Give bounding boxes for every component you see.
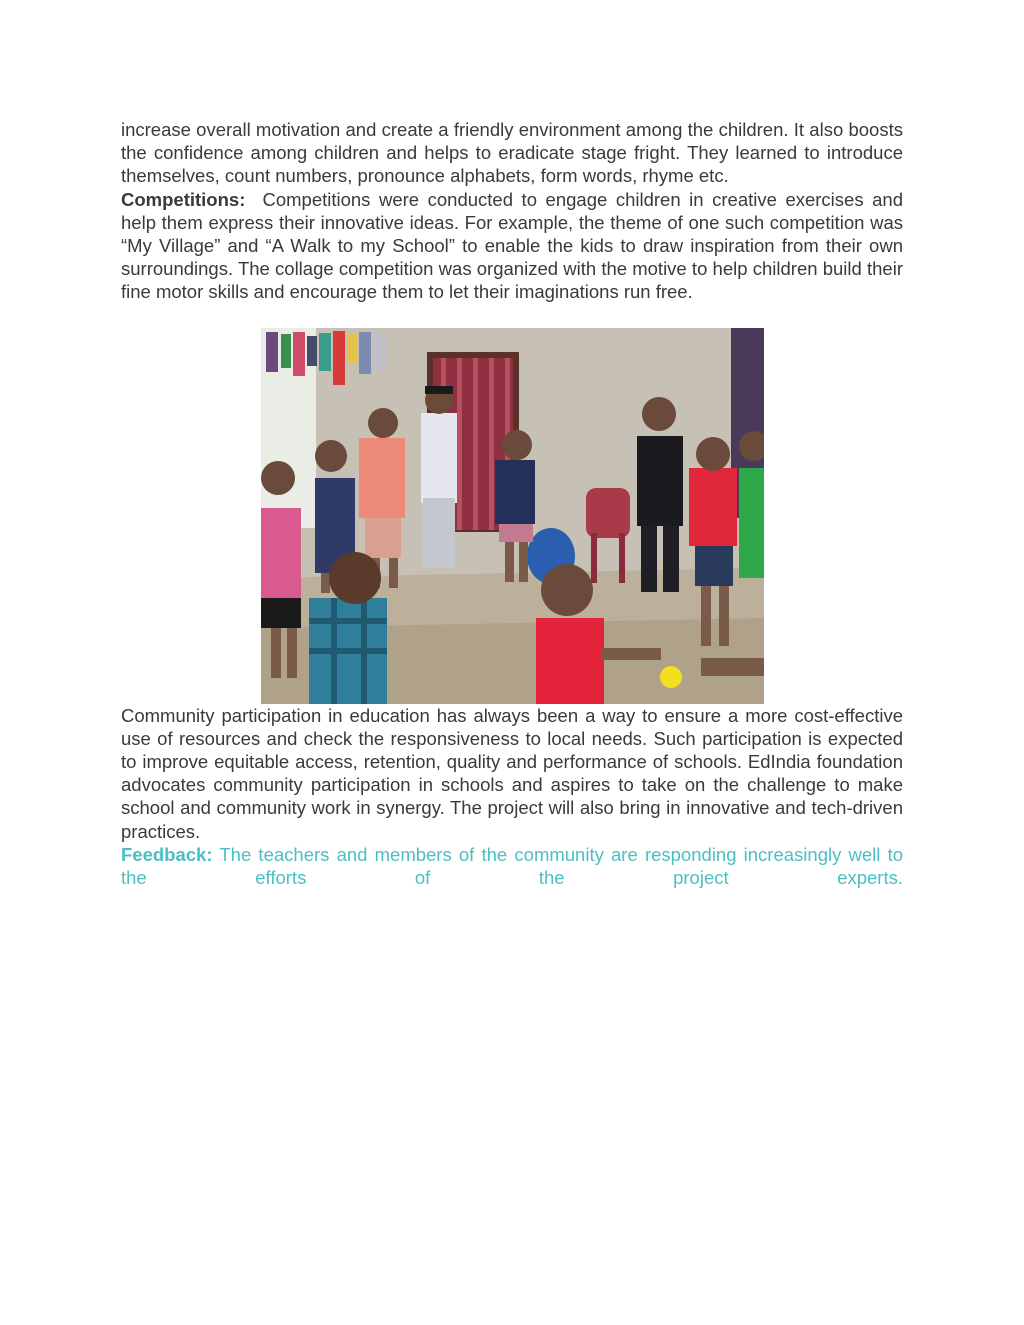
document-page bbox=[121, 118, 903, 889]
feedback-text: The teachers and members of the community are responding increasingly well to the efforts of the project experts. bbox=[121, 843, 904, 889]
community-paragraph bbox=[121, 704, 903, 843]
intro-paragraph bbox=[121, 118, 903, 188]
competitions-text: Competitions were conducted to engage children in creative exercises and help them express their innovative ideas. For example, the theme of one such competition was “My Village” and “A Walk to my School” to enable the kids to draw inspiration from their own surroundings. The collage competition was organized with the motive to help children build their fine motor skills and encourage them to let their imaginations run free. bbox=[121, 188, 903, 303]
feedback-paragraph bbox=[121, 843, 903, 889]
competitions-paragraph bbox=[121, 188, 903, 304]
intro-text: increase overall motivation and create a friendly environment among the children. It also boosts the confidence among children and helps to eradicate stage fright. They learned to introduce themselves, count numbers, pronounce alphabets, form words, rhyme etc. bbox=[121, 119, 903, 187]
competitions-label: Competitions: bbox=[121, 188, 246, 210]
children-group-photo bbox=[261, 328, 764, 704]
photo-container bbox=[121, 328, 903, 704]
community-text: Community participation in education has always been a way to ensure a more cost-effective use of resources and check the responsiveness to local needs. Such participation is expected to improve equitable access, retention, quality and performance of schools. EdIndia foundation advocates community participation in schools and aspires to take on the challenge to make school and community work in synergy. The project will also bring in innovative and tech-driven practices. bbox=[121, 704, 903, 842]
feedback-label: Feedback: bbox=[121, 843, 213, 865]
